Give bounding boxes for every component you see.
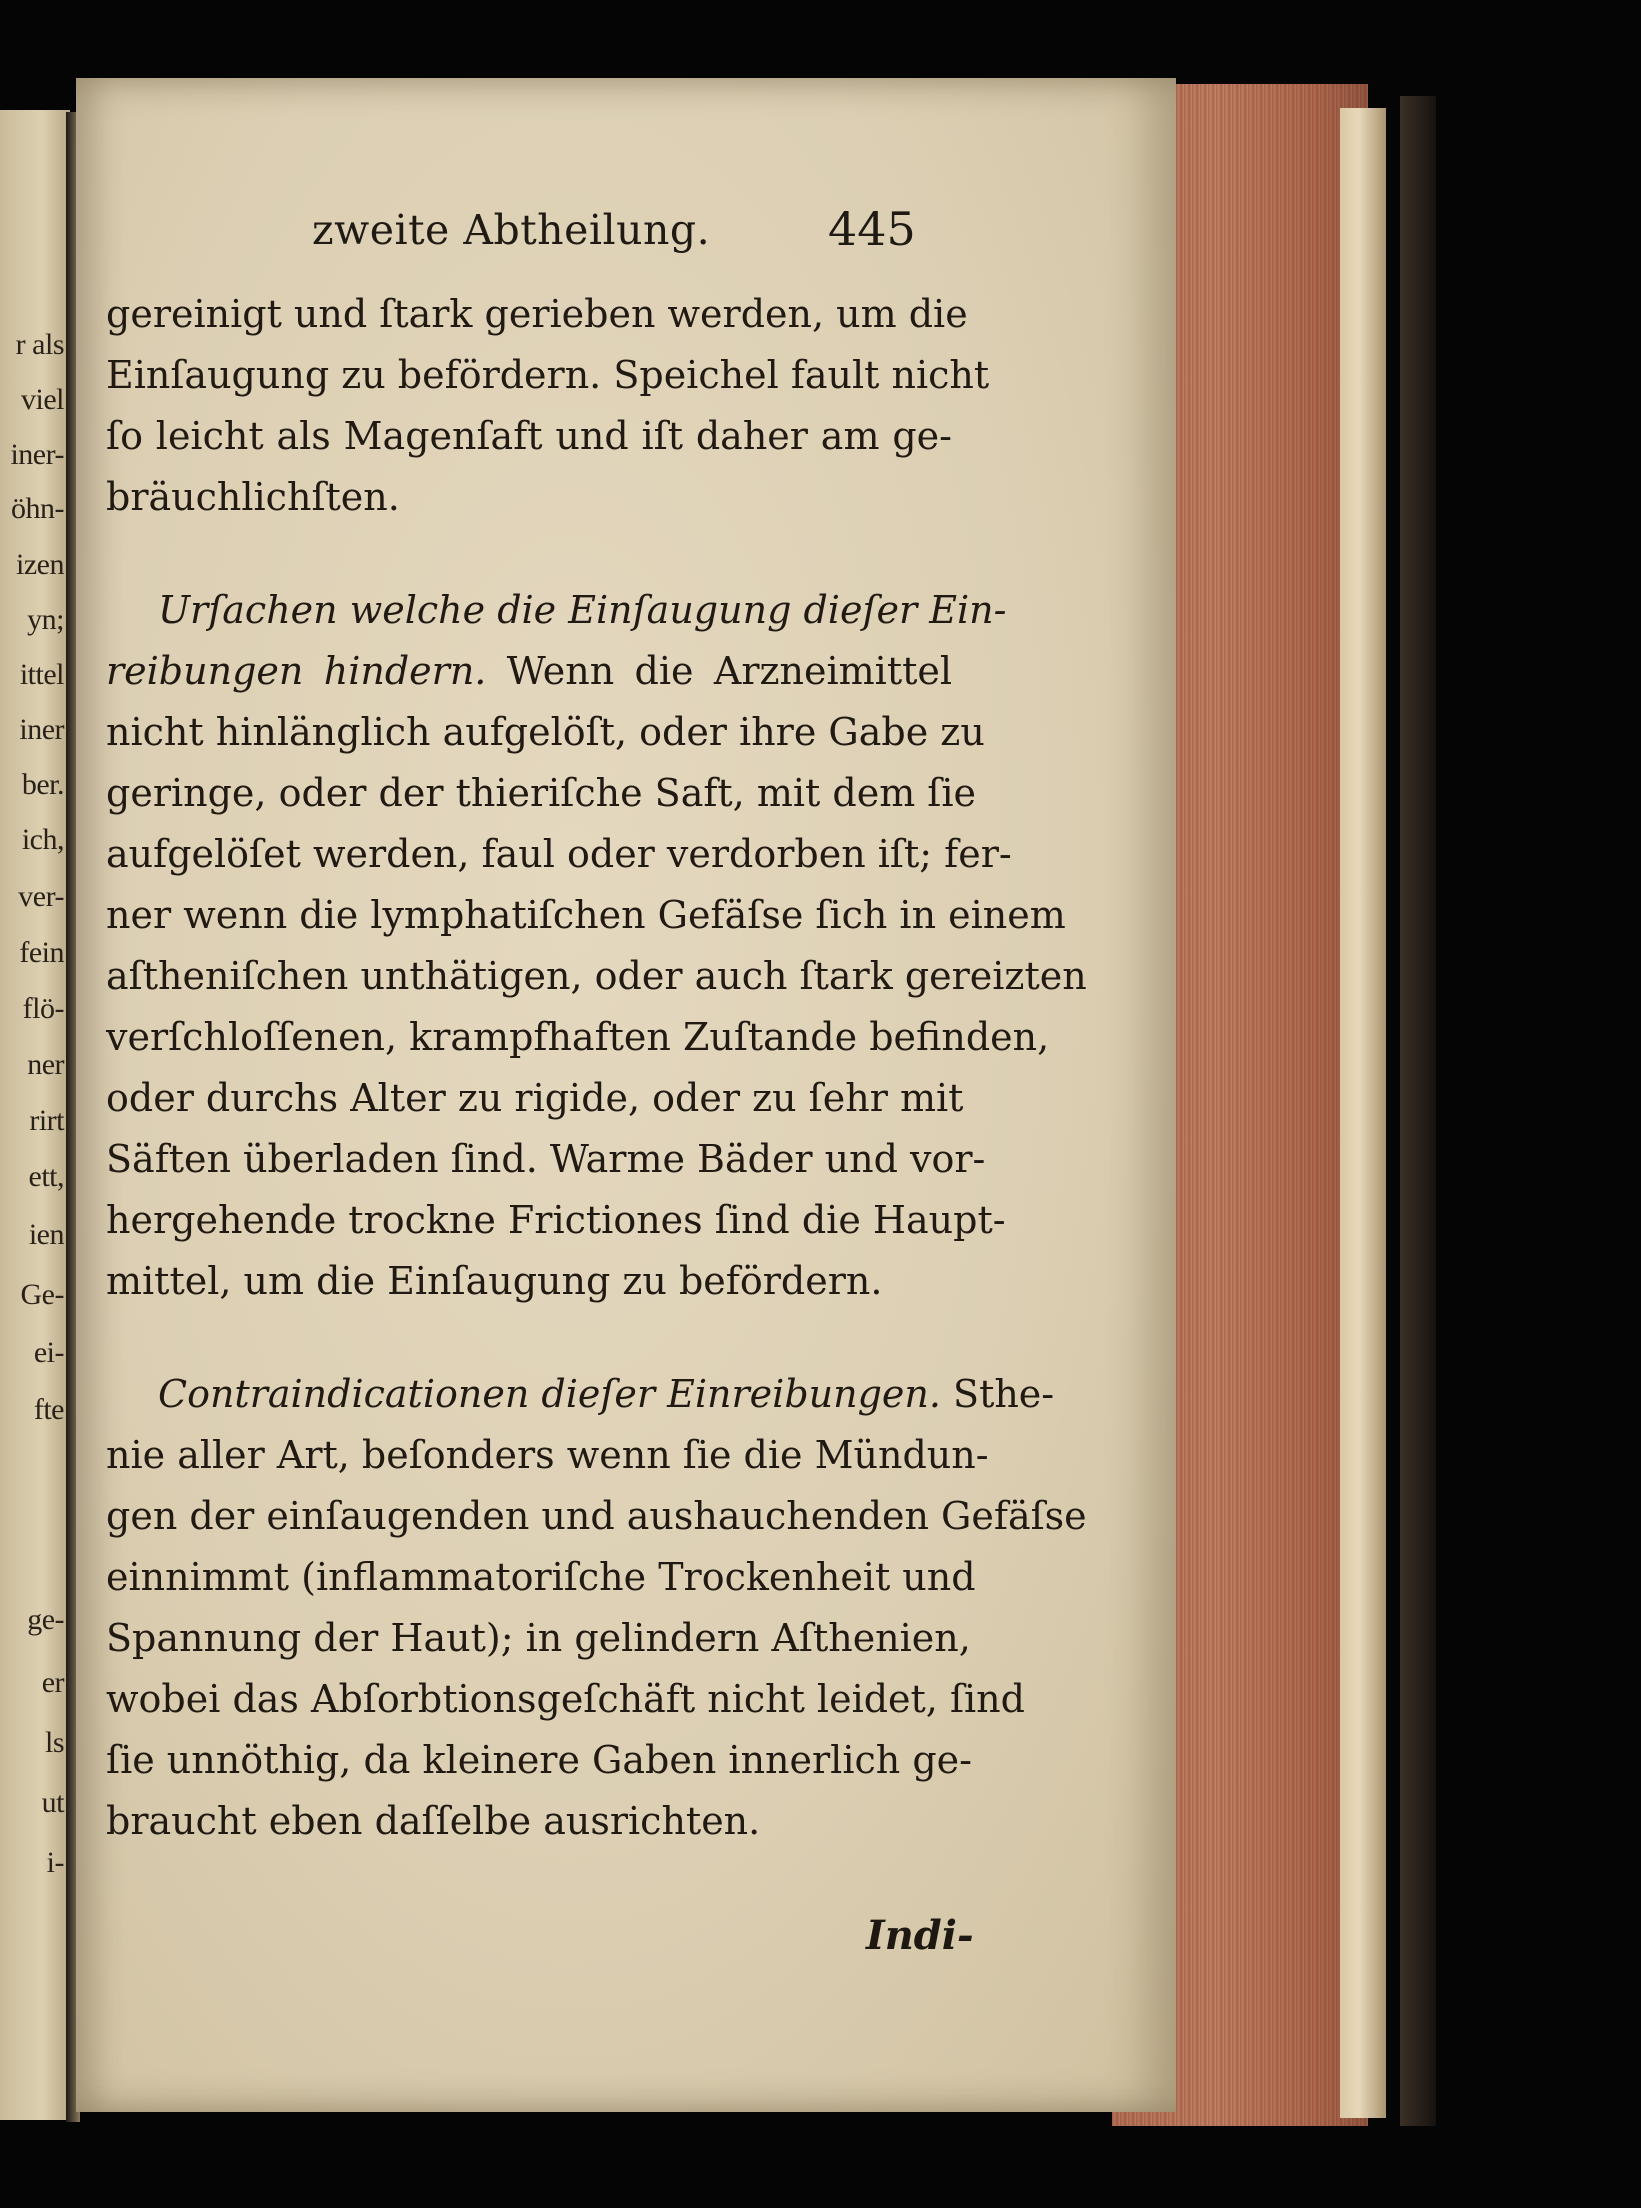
prev-page-fragment: ls <box>44 1726 64 1759</box>
text-line: bräuchlichſten. <box>106 475 400 519</box>
text-line: geringe, oder der thieriſche Saft, mit dem ſie <box>106 771 977 815</box>
text-line: einnimmt (inflammatoriſche Trockenheit und <box>106 1555 976 1599</box>
text-line: hergehende trockne Frictiones ſind die Haupt- <box>106 1198 1006 1242</box>
prev-page-fragment: ner <box>27 1048 64 1081</box>
prev-page-fragment: ei- <box>33 1336 64 1369</box>
previous-page-edge <box>0 110 70 2120</box>
prev-page-fragment: ien <box>28 1218 64 1251</box>
text-line <box>106 580 1007 641</box>
prev-page-fragment: i- <box>46 1846 64 1879</box>
prev-page-fragment: ich, <box>21 823 64 856</box>
text-line: ſie unnöthig, da kleinere Gaben innerlich ge- <box>106 1738 972 1782</box>
prev-page-fragment: ber. <box>21 768 64 801</box>
prev-page-fragment: ett, <box>28 1160 64 1193</box>
prev-page-fragment: r als <box>15 328 64 361</box>
prev-page-fragment: flö- <box>22 992 64 1025</box>
prev-page-fragment: ut <box>41 1786 64 1819</box>
text-line: oder durchs Alter zu rigide, oder zu ſehr mit <box>106 1076 964 1120</box>
text-run: Wenn die Arzneimittel <box>486 649 953 693</box>
section-heading: Contraindicationen dieſer Einreibungen. <box>158 1372 941 1416</box>
prev-page-fragment: iner <box>19 713 64 746</box>
prev-page-fragment: Ge- <box>20 1278 64 1311</box>
prev-page-fragment: izen <box>16 548 64 581</box>
text-line: Spannung der Haut); in gelindern Aſthenien, <box>106 1616 971 1660</box>
prev-page-fragment: fte <box>33 1393 64 1426</box>
text-line: verſchloſſenen, krampfhaften Zuſtande befinden, <box>106 1015 1050 1059</box>
prev-page-fragment: ver- <box>18 880 64 913</box>
text-line: gereinigt und ſtark gerieben werden, um die <box>106 292 968 336</box>
text-line: gen der einſaugenden und aushauchenden Gefäſse <box>106 1494 1087 1538</box>
page-header <box>76 202 1176 266</box>
catchword: Indi- <box>866 1912 974 1959</box>
text-line: mittel, um die Einſaugung zu befördern. <box>106 1259 883 1303</box>
text-line: aufgelöſet werden, faul oder verdorben iſt; fer- <box>106 832 1012 876</box>
paragraph <box>106 1364 1087 1852</box>
text-line: braucht eben daſſelbe ausrichten. <box>106 1799 761 1843</box>
text-line: wobei das Abſorbtionsgeſchäft nicht leidet, ſind <box>106 1677 1025 1721</box>
prev-page-fragment: er <box>41 1666 64 1699</box>
prev-page-fragment: rirt <box>29 1104 64 1137</box>
prev-page-fragment: ittel <box>19 658 64 691</box>
text-run: Sthe- <box>940 1372 1055 1416</box>
prev-page-fragment: öhn- <box>11 492 64 525</box>
page-block-rim <box>1340 108 1386 2118</box>
running-title: zweite Abtheilung. <box>312 206 711 254</box>
body-text <box>106 284 1087 1852</box>
prev-page-fragment: fein <box>19 936 64 969</box>
text-line <box>106 641 952 702</box>
text-line <box>106 1364 1055 1425</box>
paragraph <box>106 284 990 528</box>
page-number: 445 <box>828 202 916 256</box>
prev-page-fragment: iner- <box>10 438 64 471</box>
section-heading-continued: reibungen hindern. <box>106 649 487 693</box>
text-line: ner wenn die lymphatiſchen Gefäſse ſich in einem <box>106 893 1066 937</box>
text-line: nicht hinlänglich aufgelöſt, oder ihre Gabe zu <box>106 710 985 754</box>
prev-page-fragment: yn; <box>27 603 64 636</box>
paragraph <box>106 580 1087 1312</box>
prev-page-fragment: viel <box>21 383 64 416</box>
text-line: Einſaugung zu befördern. Speichel fault nicht <box>106 353 990 397</box>
text-line: ſo leicht als Magenſaft und iſt daher am ge- <box>106 414 952 458</box>
book-page <box>76 78 1176 2112</box>
prev-page-fragment: ge- <box>27 1603 64 1636</box>
text-line: nie aller Art, beſonders wenn ſie die Mündun- <box>106 1433 989 1477</box>
text-line: aſtheniſchen unthätigen, oder auch ſtark gereizten <box>106 954 1087 998</box>
section-heading: Urſachen welche die Einſaugung dieſer Ein- <box>158 588 1007 632</box>
text-line: Säften überladen ſind. Warme Bäder und vor- <box>106 1137 986 1181</box>
book-cover-edge <box>1400 96 1436 2126</box>
